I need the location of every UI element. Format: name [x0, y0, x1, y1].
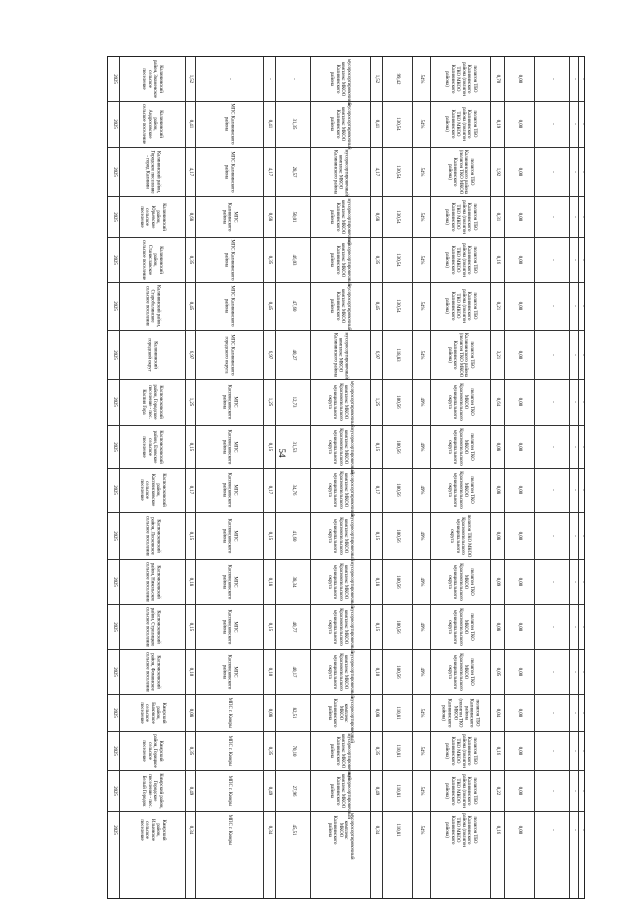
row-divider — [108, 770, 584, 771]
column-divider — [534, 57, 535, 898]
column-divider — [490, 57, 491, 898]
row-divider — [108, 559, 584, 560]
column-divider — [382, 57, 383, 898]
row-divider — [108, 604, 584, 605]
column-divider — [310, 57, 311, 898]
column-divider — [430, 57, 431, 898]
column-divider — [569, 57, 570, 898]
column-divider — [412, 57, 413, 898]
row-divider — [108, 379, 584, 380]
row-divider — [108, 425, 584, 426]
row-divider — [108, 330, 584, 331]
column-divider — [263, 57, 264, 898]
row-divider — [108, 694, 584, 695]
row-divider — [108, 101, 584, 102]
row-divider — [108, 147, 584, 148]
row-divider — [108, 649, 584, 650]
row-divider — [108, 468, 584, 469]
column-divider — [119, 57, 120, 898]
column-divider — [275, 57, 276, 898]
row-divider — [108, 512, 584, 513]
column-divider — [504, 57, 505, 898]
row-divider — [108, 731, 584, 732]
row-divider — [108, 237, 584, 238]
row-divider — [108, 282, 584, 283]
waste-flow-table: 2025 Калининский район, Знаменское сельское поселение 1,52 - - - мусоросортировочный комплекс МКОО Калининского района 1,52 99,42 54% полигон ТБО Калининского района (полигон ТКО МКОО Калининского района) 0,70 0,00 - - - 2025 Калининский район, Андросовское сельское поселение 0,41 МПС Калининского района 0,41 31,35 мусоросортировочный комплекс МКОО Калининского района 0,41 130,54 54% полигон ТБО Калининского района (полигон ТКО МКОО Калининского района) 0,19 0,00 - - - 2025 Калининский район, Городское поселение - город Калинин 4,17 МПС Калининского района 4,17 28,57 мусоросортировочный комплекс МКОО Калининского района 4,17 130,54 54% полигон ТБО Калининского района (полигон ТКО МКОО Калининского района) 1,92 0,00 - - - 2025 Калининский район, Юрьевское сельское поселение 0,68 МПС Калининского района 0,68 50,01 мусоросортировочный комплекс МКОО Калининского района 0,68 130,54 54% полигон ТБО Калининского района (полигон ТКО МКОО Калининского района) 0,31 0,00 - - - 2025 Калининский район, Станиславское сельское поселение 0,35 МПС Калининского района 0,35 46,03 мусоросортировочный комплекс МКОО Калининского района 0,35 130,54 54% полигон ТБО Калининского района (полигон ТКО МКОО Калининского района) 0,16 0,00 - - - 2025 Калининский район, Старобелинское сельское поселение 0,45 МПС Калининского района 0,45 47,60 мусоросортировочный комплекс МКОО Калининского района 0,45 130,54 54% полигон ТБО Калининского района (полигон ТКО МКОО Калининского района) 0,21 0,00 - - - 2025 Калининский городской округ 6,97 МПС Калининского городского округа 6,97 40,27 мусоросортировочный комплекс МКОО Калининского района 6,97 118,83 54% полигон ТБО Калининского района (полигон ТКО МКОО Калининского района) 3,21 0,00 - - - 2025 Каспоисковский район, Городское поселение - пос. Каспия Гора 1,25 МПС Каспоисковского района 1,25 12,73 мусоросортировочный комплекс МКОО Красноопольского муниципального округа 1,25 100,56 49% полигон ТКО МКОО Красноопольского муниципального округа 0,64 0,00 - - - 2025 Каспоисковский район, Езовское сельское поселение 0,15 МПС Каспоисковского района 0,15 31,53 мусоросортировочный комплекс МКОО Красноопольского муниципального округа 0,15 100,56 49% полигон ТКО МКОО Красноопольского муниципального округа 0,08 0,00 - - - 2025 Каспоисковский район, Каспоисковское сельское поселение 0,17 МПС Каспоисковского района 0,17 34,76 мусоросортировочный комплекс МКОО Красноопольского муниципального округа 0,17 100,56 49% полигон ТКО МКОО Красноопольского муниципального округа 0,08 0,00 - - - 2025 Каспоисковский район, Лесковское сельское поселение 0,15 МПС Каспоисковского района 0,15 41,60 мусоросортировочный комплекс МКОО Красноопольского муниципального округа 0,15 100,56 49% полигон ТКО МКОО Красноопольского муниципального округа 0,08 0,00 - - - 2025 Каспоисковский район, Никольское сельское поселение 0,18 МПС Каспоисковского района 0,18 38,34 мусоросортировочный комплекс МКОО Красноопольского муниципального округа 0,18 100,56 49% полигон ТКО МКОО Красноопольского муниципального округа 0,09 0,00 - - - 2025 Каспоисковский район, Стрелицкое сельское поселение 0,15 МПС Каспоисковского района 0,15 40,77 мусоросортировочный комплекс МКОО Красноопольского муниципального округа 0,15 100,56 49% полигон ТКО МКОО Красноопольского муниципального округа 0,08 0,00 - - - 2025 Каспоисковский район, Фоминское сельское поселение 0,10 МПС Каспоисковского района 0,10 40,17 мусоросортировочный комплекс МКОО Красноопольского муниципального округа 0,10 100,56 49% полигон ТКО МКОО Красноопольского муниципального округа 0,05 0,00 - - - 2025 Кимрский район, Быковское сельское поселение 0,08 МПС г. Кимры 0,08 82,51 мусоросортировочный комплекс МКОО Калининского района 0,08 110,81 54% полигон ТБО Калининского района (полигон ТКО МКОО Калининского района) 0,04 0,00 - - - 2025 Кимрский район, Горицкое сельское поселение 0,35 МПС г. Кимры 0,35 70,10 мусоросортировочный комплекс МКОО Калининского района 0,35 110,81 54% полигон ТБО Калининского района (полигон ТКО МКОО Калининского района) 0,16 0,00 - - - 2025 Кимрский район, Городское поселение - пос. Белый Городок 0,49 МПС г. Кимры 0,49 27,96 мусоросортировочный комплекс МКОО Калининского района 0,49 110,81 54% полигон ТБО Калининского района (полигон ТКО МКОО Калининского района) 0,22 0,00 - - - 2025 Кимрский район, Ильинское сельское поселение 0,34 МПС г. Кимры 0,34 45,51 мусоросортировочный комплекс МКОО Калининского района 0,34 110,81 54% полигон ТБО Калининского района (полигон ТКО МКОО Калининского района) 0,16 0,00 - - - — [107, 56, 585, 899]
column-divider — [185, 57, 186, 898]
row-divider — [108, 811, 584, 812]
column-divider — [370, 57, 371, 898]
row-divider — [108, 196, 584, 197]
column-divider — [195, 57, 196, 898]
